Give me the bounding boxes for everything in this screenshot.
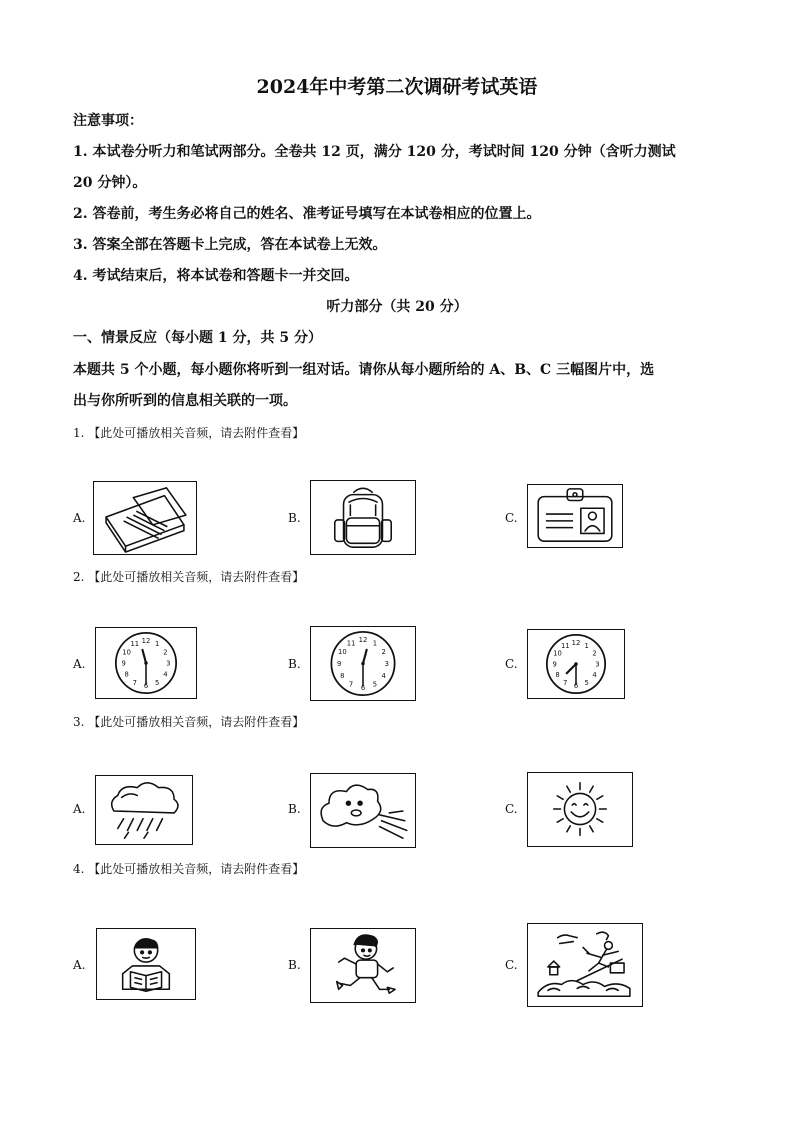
question-3-label: 3. 【此处可播放相关音频，请去附件查看】 (73, 715, 305, 729)
clock-number: 7 (348, 680, 354, 689)
clock-730-icon[interactable] (527, 629, 625, 699)
clock-number: 12 (571, 639, 581, 648)
clock-number: 1 (372, 639, 378, 648)
clock-number: 4 (381, 671, 386, 680)
notice-item-2: 2. 答卷前，考生务必将自己的姓名、准考证号填写在本试卷相应的位置上。 (73, 206, 541, 222)
skiing-icon[interactable] (527, 923, 643, 1007)
clock-number: 11 (346, 639, 356, 648)
q4-option-b[interactable]: B. (288, 958, 301, 972)
clock-number: 11 (130, 640, 140, 649)
clock-number: 5 (584, 678, 589, 687)
clock-1230-icon[interactable] (310, 626, 416, 701)
pencil-case-icon[interactable] (93, 481, 197, 555)
clock-number: 12 (141, 637, 151, 646)
clock-number: 4 (592, 671, 597, 680)
clock-number: 7 (132, 678, 137, 687)
q3-option-a[interactable]: A. (73, 802, 86, 816)
clock-number: 1 (155, 640, 160, 649)
clock-number: 9 (121, 659, 126, 668)
clock-number: 2 (381, 648, 386, 657)
question-4-label: 4. 【此处可播放相关音频，请去附件查看】 (73, 862, 305, 876)
clock-number: 10 (122, 648, 131, 657)
instructions-line-2: 出与你所听到的信息相关联的一项。 (73, 393, 297, 409)
clock-1130-icon[interactable] (95, 627, 197, 699)
clock-number: 2 (592, 649, 597, 658)
q2-option-c[interactable]: C. (505, 657, 518, 671)
clock-number: 2 (163, 648, 168, 657)
clock-number: 6 (360, 683, 366, 692)
clock-number: 9 (336, 659, 342, 668)
clock-number: 10 (553, 649, 562, 658)
clock-number: 3 (166, 659, 171, 668)
clock-number: 3 (384, 659, 390, 668)
q2-option-b[interactable]: B. (288, 657, 301, 671)
q3-option-b[interactable]: B. (288, 802, 301, 816)
clock-number: 10 (338, 648, 347, 657)
page-title: 2024年中考第二次调研考试英语 (256, 76, 538, 98)
section-1-heading: 一、情景反应（每小题 1 分，共 5 分） (73, 330, 322, 346)
windy-icon[interactable] (310, 773, 416, 848)
clock-number: 7 (563, 678, 568, 687)
id-card-icon[interactable] (527, 484, 623, 548)
clock-number: 8 (555, 671, 560, 680)
listening-heading: 听力部分（共 20 分） (326, 299, 468, 315)
question-1-label: 1. 【此处可播放相关音频，请去附件查看】 (73, 426, 305, 440)
backpack-icon[interactable] (310, 480, 416, 555)
clock-number: 8 (340, 671, 345, 680)
clock-number: 5 (372, 680, 378, 689)
clock-number: 11 (560, 641, 570, 650)
notice-item-3: 3. 答案全部在答题卡上完成，答在本试卷上无效。 (73, 237, 387, 253)
clock-number: 8 (124, 670, 129, 679)
clock-number: 6 (573, 681, 579, 690)
notice-item-4: 4. 考试结束后，将本试卷和答题卡一并交回。 (73, 268, 359, 284)
q4-option-a[interactable]: A. (73, 958, 86, 972)
notice-heading: 注意事项： (73, 113, 143, 129)
reading-boy-icon[interactable] (96, 928, 196, 1000)
clock-number: 1 (584, 641, 589, 650)
q2-option-a[interactable]: A. (73, 657, 86, 671)
q3-option-c[interactable]: C. (505, 802, 518, 816)
clock-number: 3 (595, 660, 600, 669)
q4-option-c[interactable]: C. (505, 958, 518, 972)
clock-number: 5 (155, 678, 160, 687)
clock-number: 12 (358, 636, 368, 645)
q1-option-a[interactable]: A. (73, 511, 86, 525)
rainy-icon[interactable] (95, 775, 193, 845)
clock-number: 6 (143, 681, 149, 690)
q1-option-b[interactable]: B. (288, 511, 301, 525)
instructions-line-1: 本题共 5 个小题，每小题你将听到一组对话。请你从每小题所给的 A、B、C 三幅图片中，选 (73, 362, 655, 378)
notice-item-1: 1. 本试卷分听力和笔试两部分。全卷共 12 页，满分 120 分，考试时间 120 分钟（含听力测试 (73, 144, 676, 160)
running-boy-icon[interactable] (310, 928, 416, 1003)
clock-number: 9 (552, 660, 557, 669)
q1-option-c[interactable]: C. (505, 511, 518, 525)
clock-number: 4 (163, 670, 168, 679)
question-2-label: 2. 【此处可播放相关音频，请去附件查看】 (73, 570, 305, 584)
sunny-icon[interactable] (527, 772, 633, 847)
notice-item-1-cont: 20 分钟）。 (73, 175, 147, 191)
